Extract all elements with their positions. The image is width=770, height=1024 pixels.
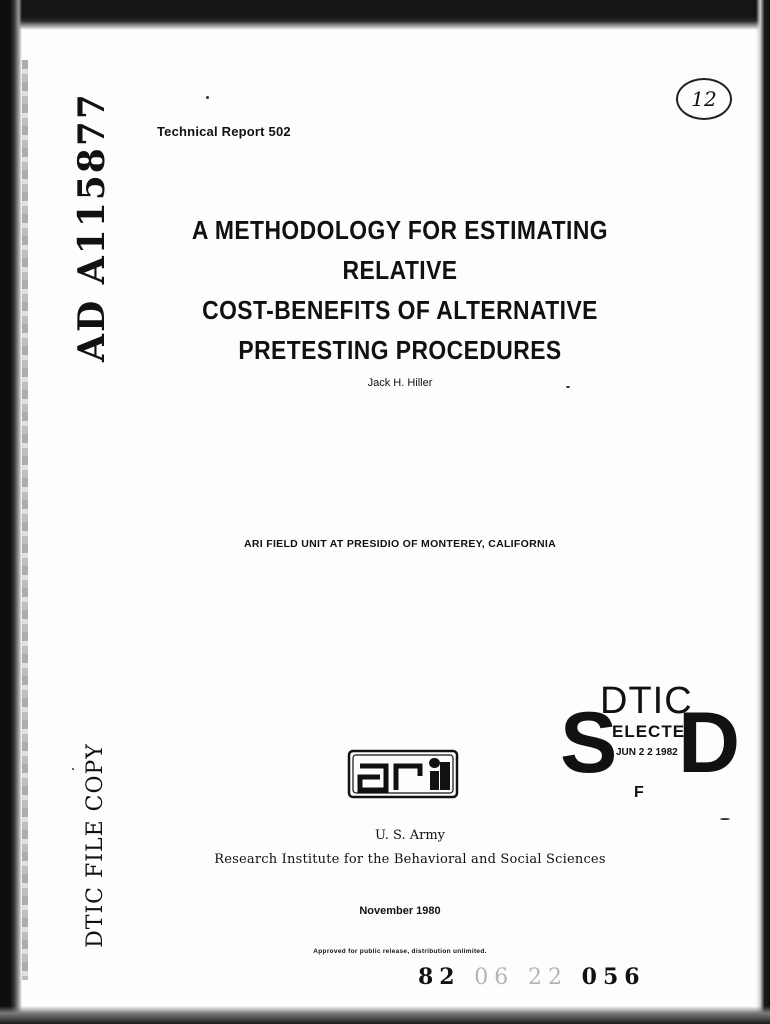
publication-date: November 1980 — [359, 905, 441, 917]
accession-number: AD A115877 — [71, 92, 114, 362]
doc-number-part-3: 22 — [527, 965, 568, 990]
field-unit: ARI FIELD UNIT AT PRESIDIO OF MONTEREY, CALIFORNIA — [244, 538, 556, 550]
file-copy-stamp: DTIC FILE COPY — [82, 742, 108, 948]
title-line-2: COST-BENEFITS OF ALTERNATIVE — [202, 295, 598, 325]
scan-edge-left — [0, 0, 22, 1024]
report-number: Technical Report 502 — [157, 124, 291, 139]
author-name: Jack H. Hiller — [367, 377, 433, 389]
title-line-1: A METHODOLOGY FOR ESTIMATING RELATIVE — [191, 215, 609, 285]
doc-number-part-4: 056 — [581, 964, 646, 990]
stamp-letter-s: S — [560, 695, 618, 791]
scan-edge-left-texture — [22, 60, 28, 980]
scan-edge-bottom — [0, 1006, 770, 1024]
release-statement: Approved for public release, distribution unlimited. — [313, 948, 487, 955]
scan-speck — [720, 818, 730, 820]
stamp-electe: ELECTE — [612, 722, 686, 741]
doc-number-part-1: 82 — [418, 964, 461, 990]
title-line-3: PRETESTING PROCEDURES — [238, 335, 562, 365]
stamp-date: JUN 2 2 1982 — [616, 747, 678, 758]
handwritten-number: 12 — [676, 78, 732, 120]
ari-logo-icon — [346, 748, 460, 800]
doc-number-part-2: 06 — [474, 965, 515, 990]
report-title — [154, 210, 647, 370]
scan-edge-right — [756, 0, 770, 1024]
scan-speck — [206, 96, 209, 99]
dtic-electe-stamp — [560, 680, 741, 801]
agency-name: U. S. Army — [374, 828, 445, 843]
institute-name: Research Institute for the Behavioral and Social Sciences — [214, 852, 606, 867]
stamp-dtic: DTIC — [600, 680, 693, 722]
document-number — [418, 964, 646, 990]
stamp-letter-f: F — [634, 784, 644, 801]
stamp-letter-d: D — [678, 695, 741, 791]
scan-edge-top — [0, 0, 770, 30]
scan-speck — [566, 386, 570, 388]
